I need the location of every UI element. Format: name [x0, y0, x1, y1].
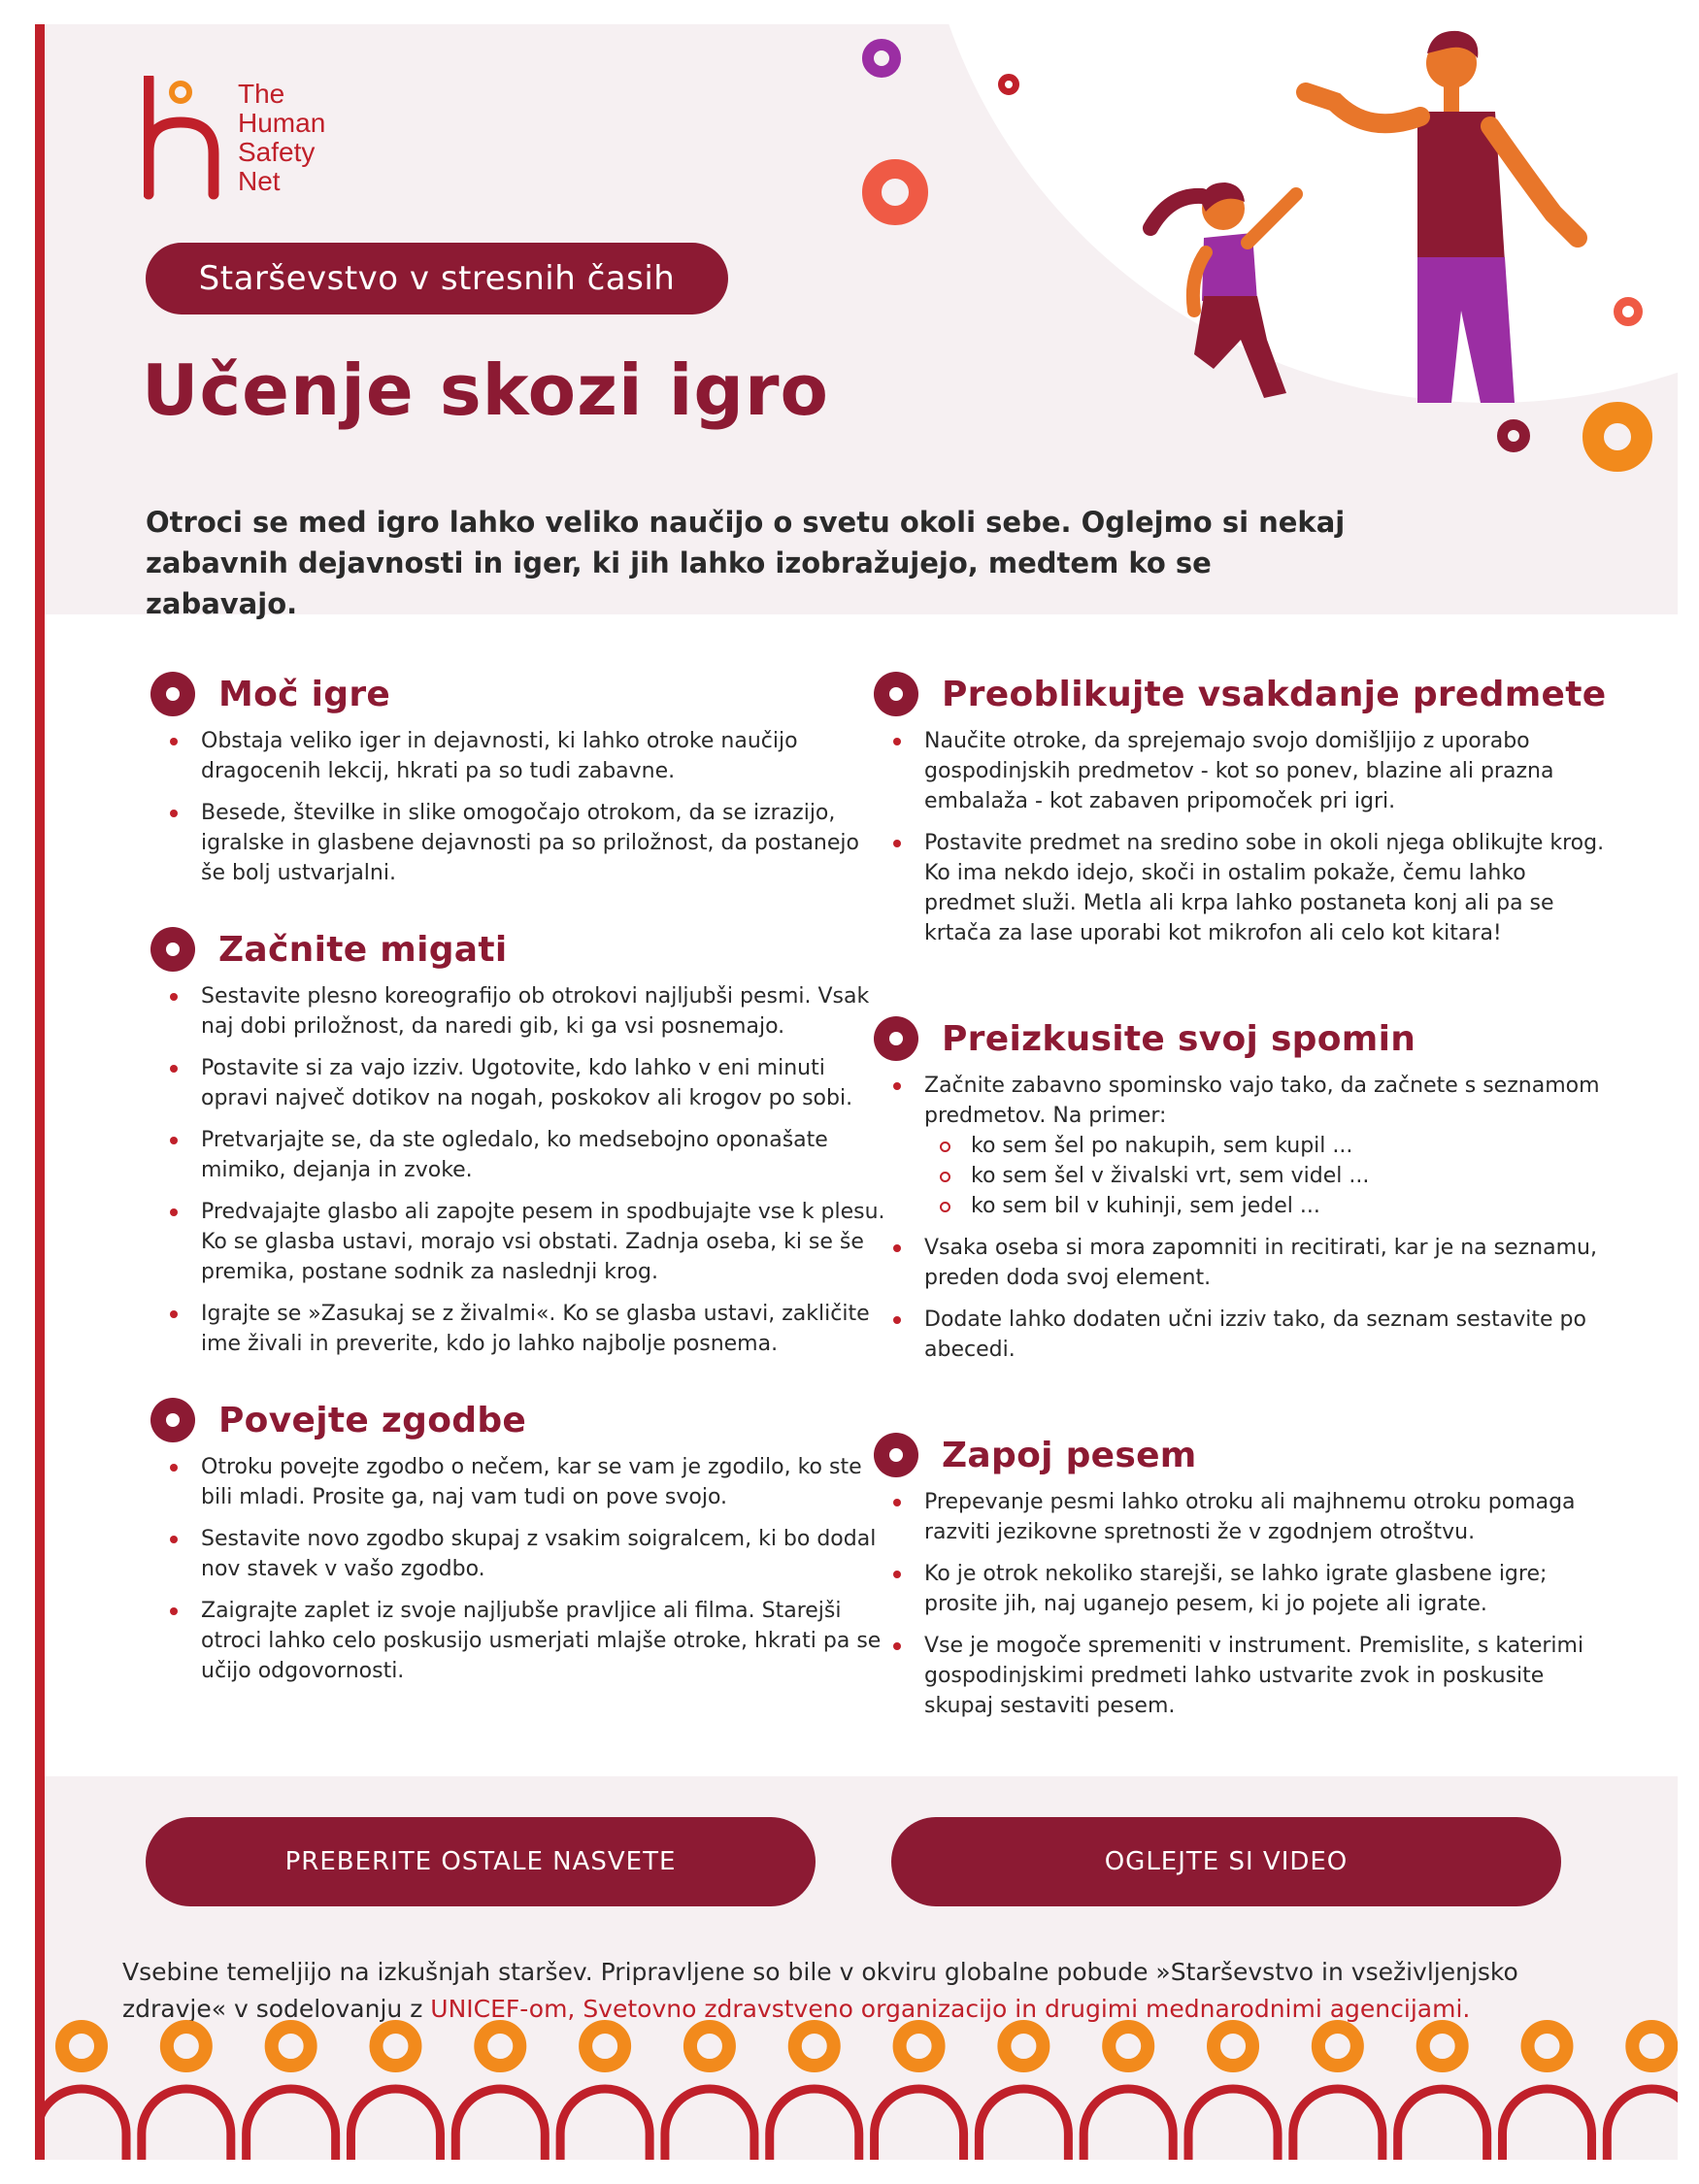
decor-arch	[875, 2089, 964, 2160]
decor-ring	[998, 74, 1019, 95]
section-header	[150, 1398, 888, 1442]
right-column	[874, 672, 1612, 1733]
decor-ring	[1497, 419, 1530, 452]
decor-ring	[167, 2027, 206, 2066]
example-list	[924, 1131, 1612, 1221]
target-dot-icon	[150, 927, 195, 972]
list-item: Ko je otrok nekoliko starejši, se lahko igrate glasbene igre; prosite jih, naj uganejo pesem, ki jo pojete ali igrate.	[924, 1559, 1612, 1619]
section-title: Povejte zgodbe	[218, 1400, 527, 1440]
page-title: Učenje skozi igro	[142, 349, 829, 431]
list-item: Obstaja veliko iger in dejavnosti, ki lahko otroke naučijo dragocenih lekcij, hkrati pa so tudi zabavne.	[201, 726, 888, 786]
section-header	[874, 1433, 1612, 1477]
target-dot-icon	[150, 672, 195, 716]
logo[interactable]	[144, 76, 377, 202]
section-povejte-zgodbe	[150, 1398, 888, 1686]
target-dot-icon	[874, 1433, 918, 1477]
section-header	[874, 672, 1612, 716]
decor-ring	[862, 39, 901, 78]
bullet-list	[150, 981, 888, 1359]
bottom-decoration	[45, 2009, 1678, 2160]
decor-arch	[247, 2089, 336, 2160]
decor-ring	[1318, 2027, 1357, 2066]
bullet-list	[150, 1452, 888, 1686]
target-dot-icon	[874, 1016, 918, 1061]
list-item: Naučite otroke, da sprejemajo svojo domišljijo z uporabo gospodinjskih predmetov - kot so ponev, blazine ali prazna embalaža - kot zabaven pripomoček pri igri.	[924, 726, 1612, 816]
logo-line: Safety	[238, 137, 316, 167]
section-zacnite-migati	[150, 927, 888, 1359]
section-zapoj-pesem	[874, 1433, 1612, 1721]
footer-text: Vsebine temeljijo na izkušnjah staršev. Pripravljene so bile v okviru globalne pobude »Starševstvo in vseživljenjsko zdravje« v sodelovanju z	[122, 1958, 1518, 2023]
human-safety-net-logo-icon	[144, 76, 231, 202]
decor-arch	[770, 2089, 859, 2160]
target-dot-icon	[874, 672, 918, 716]
decor-arch	[1607, 2089, 1678, 2160]
decor-arch	[665, 2089, 754, 2160]
section-title: Preizkusite svoj spomin	[942, 1018, 1416, 1059]
logo-line: Net	[238, 166, 281, 196]
bullet-list	[874, 1071, 1612, 1365]
decor-ring	[481, 2027, 519, 2066]
decor-arch	[142, 2089, 231, 2160]
decor-ring	[1527, 2027, 1566, 2066]
decor-ring	[900, 2027, 939, 2066]
partners-link[interactable]: UNICEF-om, Svetovno zdravstveno organizacijo in drugimi mednarodnimi agencijami.	[430, 1995, 1471, 2023]
decor-arch	[1398, 2089, 1487, 2160]
section-header	[874, 1016, 1612, 1061]
bullet-list	[874, 1487, 1612, 1721]
example-item: ko sem šel v živalski vrt, sem videl ...	[971, 1161, 1612, 1191]
decor-ring	[62, 2027, 101, 2066]
decor-ring	[1632, 2027, 1671, 2066]
section-title: Moč igre	[218, 674, 391, 714]
decor-ring	[795, 2027, 834, 2066]
decor-ring	[272, 2027, 311, 2066]
list-item: Pretvarjajte se, da ste ogledalo, ko medsebojno oponašate mimiko, dejanja in zvoke.	[201, 1125, 888, 1185]
logo-line: The	[238, 79, 285, 109]
decor-ring	[1423, 2027, 1462, 2066]
list-item: Sestavite plesno koreografijo ob otrokovi najljubši pesmi. Vsak naj dobi priložnost, da naredi gib, ki ga vsi posnemajo.	[201, 981, 888, 1042]
list-item: Prepevanje pesmi lahko otroku ali majhnemu otroku pomaga razviti jezikovne spretnosti že v zgodnjem otroštvu.	[924, 1487, 1612, 1547]
list-item: Predvajajte glasbo ali zapojte pesem in spodbujajte vse k plesu. Ko se glasba ustavi, morajo vsi obstati. Zadnja oseba, ki se še premika, postane sodnik za naslednji krog.	[201, 1197, 888, 1287]
parent-child-dancing-illustration	[1097, 19, 1602, 422]
decor-ring	[1004, 2027, 1043, 2066]
decor-ring	[862, 159, 928, 225]
section-header	[150, 672, 888, 716]
example-item: ko sem šel po nakupih, sem kupil ...	[971, 1131, 1612, 1161]
left-accent-bar	[35, 24, 45, 2160]
section-moc-igre	[150, 672, 888, 888]
logo-line: Human	[238, 108, 326, 138]
left-column	[150, 672, 888, 1698]
intro-text: Otroci se med igro lahko veliko naučijo o svetu okoli sebe. Oglejmo si nekaj zabavnih dejavnosti in iger, ki jih lahko izobražujejo, medtem ko se zabavajo.	[146, 506, 1346, 620]
list-item: Sestavite novo zgodbo skupaj z vsakim soigralcem, ki bo dodal nov stavek v vašo zgodbo.	[201, 1524, 888, 1584]
memory-intro: Začnite zabavno spominsko vajo tako, da začnete s seznamom predmetov. Na primer:	[924, 1074, 1600, 1128]
read-more-tips-button[interactable]: PREBERITE OSTALE NASVETE	[146, 1817, 816, 1906]
decor-ring	[1214, 2027, 1252, 2066]
decor-arch	[1083, 2089, 1173, 2160]
list-item: Zaigrajte zaplet iz svoje najljubše pravljice ali filma. Starejši otroci lahko celo poskusijo usmerjati mlajše otroke, hkrati pa se učijo odgovornosti.	[201, 1596, 888, 1686]
list-item: Vsaka oseba si mora zapomniti in recitirati, kar je na seznamu, preden doda svoj element.	[924, 1233, 1612, 1293]
decor-arch	[455, 2089, 545, 2160]
section-preoblikujte-predmete	[874, 672, 1612, 948]
section-title: Zapoj pesem	[942, 1435, 1197, 1475]
list-item	[924, 1071, 1612, 1221]
decor-arch	[1188, 2089, 1278, 2160]
list-item: Besede, številke in slike omogočajo otrokom, da se izrazijo, igralske in glasbene dejavnosti pa so priložnost, da postanejo še bolj ustvarjalni.	[201, 798, 888, 888]
list-item: Postavite predmet na sredino sobe in okoli njega oblikujte krog. Ko ima nekdo idejo, skoči in ostalim pokaže, čemu lahko predmet služi. Metla ali krpa lahko postaneta konj ali pa se krtača za lase uporabi kot mikrofon ali celo kot kitara!	[924, 828, 1612, 948]
logo-text	[238, 80, 325, 196]
decor-arch	[350, 2089, 440, 2160]
topic-tag: Starševstvo v stresnih časih	[146, 243, 728, 314]
decor-arch	[1502, 2089, 1591, 2160]
bullet-list	[874, 726, 1612, 948]
decor-arch	[979, 2089, 1068, 2160]
list-item: Dodate lahko dodaten učni izziv tako, da seznam sestavite po abecedi.	[924, 1305, 1612, 1365]
decor-ring	[1614, 297, 1643, 326]
list-item: Igrajte se »Zasukaj se z živalmi«. Ko se glasba ustavi, zakličite ime živali in preverite, kdo jo lahko najbolje posnema.	[201, 1299, 888, 1359]
decor-arch	[1293, 2089, 1383, 2160]
decor-ring	[690, 2027, 729, 2066]
bullet-list	[150, 726, 888, 888]
list-item: Postavite si za vajo izziv. Ugotovite, kdo lahko v eni minuti opravi največ dotikov na nogah, poskokov ali krogov po sobi.	[201, 1053, 888, 1113]
section-title: Preoblikujte vsakdanje predmete	[942, 674, 1607, 714]
target-dot-icon	[150, 1398, 195, 1442]
decor-ring	[585, 2027, 624, 2066]
decor-ring	[1109, 2027, 1148, 2066]
decor-ring	[376, 2027, 415, 2066]
list-item: Vse je mogoče spremeniti v instrument. Premislite, s katerimi gospodinjskimi predmeti lahko ustvarite zvok in poskusite skupaj sestaviti pesem.	[924, 1631, 1612, 1721]
watch-video-button[interactable]: OGLEJTE SI VIDEO	[891, 1817, 1561, 1906]
decor-arch	[560, 2089, 650, 2160]
section-title: Začnite migati	[218, 929, 508, 970]
example-item: ko sem bil v kuhinji, sem jedel ...	[971, 1191, 1612, 1221]
list-item: Otroku povejte zgodbo o nečem, kar se vam je zgodilo, ko ste bili mladi. Prosite ga, naj vam tudi on pove svojo.	[201, 1452, 888, 1512]
section-header	[150, 927, 888, 972]
decor-arch	[45, 2089, 126, 2160]
section-preizkusite-spomin	[874, 1016, 1612, 1365]
